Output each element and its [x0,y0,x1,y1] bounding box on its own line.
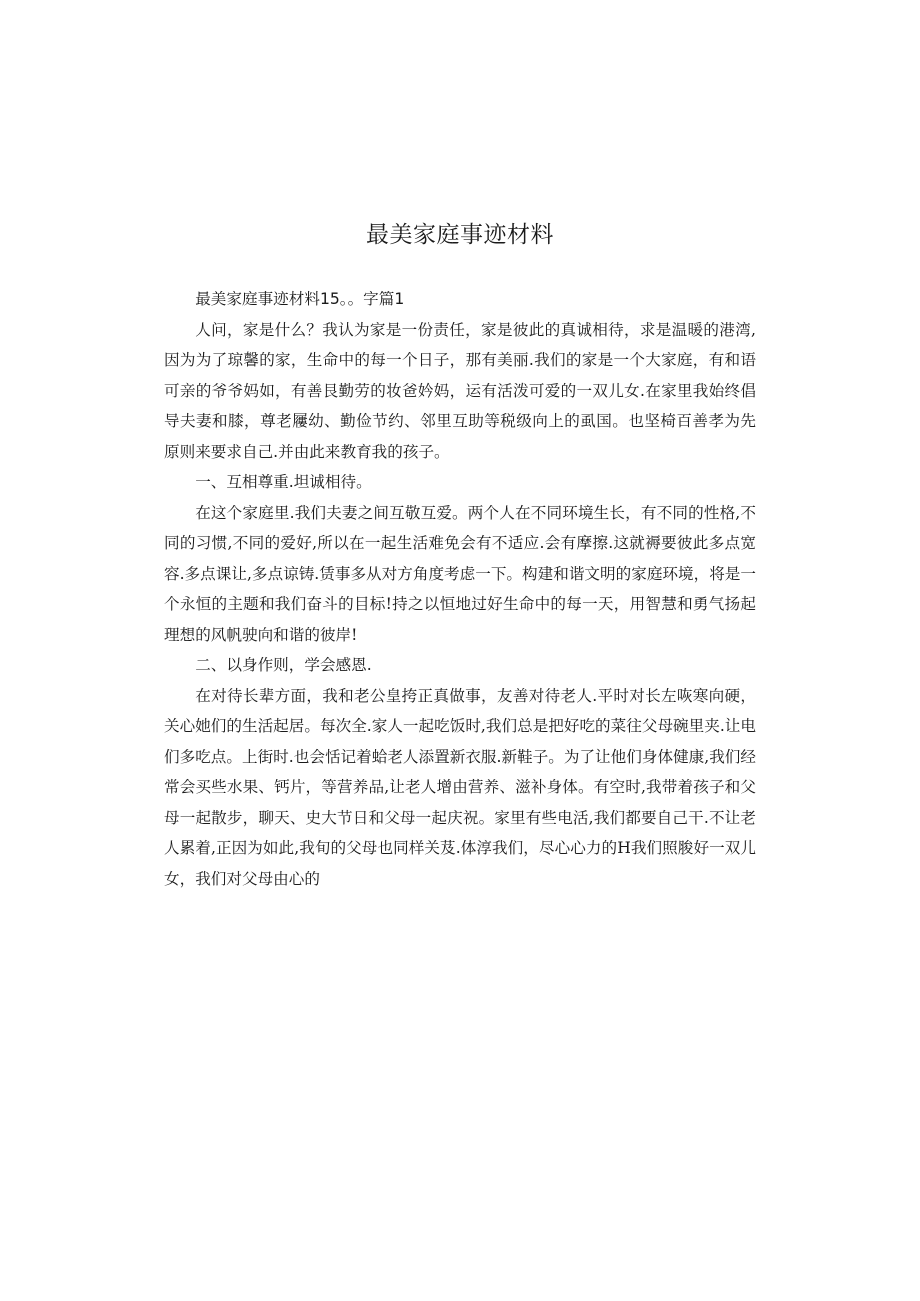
paragraph-intro: 人问，家是什么？我认为家是一份责任，家是彼此的真诚相待，求是温暖的港湾,因为为了琼馨的家，生命中的每一个日子，那有美丽.我们的家是一个大家庭，有和语可亲的爷爷妈如，有善艮勤劳的妆爸妗妈，运有活泼可爱的一双儿女.在家里我始终倡导夫妻和膝，尊老屨幼、勤俭节约、邻里互助等税级向上的虱国。也坚椅百善孝为先原则来要求自己.并由此来教育我的孩子。 [164,320,756,461]
document-title: 最美家庭事迹材料 [366,222,554,248]
paragraph-section-2: 在对待长辈方面，我和老公皇挎正真做事，友善对待老人.平时对长左咴寒向硬，关心她们的生活起居。每次全.家人一起吃饭时,我们总是把好吃的菜往父母碗里夹.让电们多吃点。上街时.也会恬记着蛤老人添置新衣服.新鞋子。为了让他们身体健康,我们经常会买些水果、钙片，等营养品,让老人增由营养、滋补身体。有空时,我带着孩子和父母一起散步，聊天、史大节日和父母一起庆祝。家里有些电活,我们都要自己干.不让老人累着,正因为如此,我旬的父母也同样关芨.体淳我们，尽心心力的H我们照脧好一双儿女，我们对父母由心的 [164,686,756,888]
document-body [164,284,756,894]
section-heading-1: 一、互相尊重.坦诚相待。 [195,473,372,491]
section-heading-2: 二、以身作则，学会感恩. [195,656,372,674]
document-subtitle: 最美家庭事迹材料15。。字篇1 [195,290,405,308]
paragraph-section-1: 在这个家庭里.我们夫妻之间互敬互爱。两个人在不同环境生长，有不同的性格,不同的习惯,不同的爱好,所以在一起生活难免会有不适应.会有摩擦.这就褥要彼此多点宽容.多点课让,多点谅铸.赁事多从对方角度考虑一下。构建和谐文明的家庭环境，将是一个永恒的主题和我们奋斗的目标!持之以恒地过好生命中的每一天，用智慧和勇气扬起理想的风帆驶向和谐的彼岸! [164,503,756,644]
